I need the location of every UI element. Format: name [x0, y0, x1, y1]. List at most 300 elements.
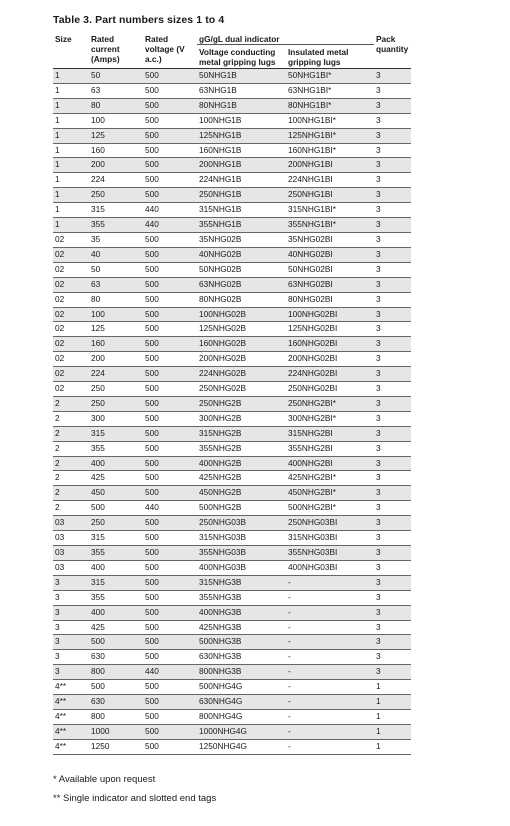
cell-pack-quantity: 3	[374, 456, 411, 471]
cell-voltage-conducting-part: 1000NHG4G	[197, 724, 286, 739]
cell-size: 1	[53, 173, 89, 188]
table-row	[53, 471, 411, 486]
cell-pack-quantity: 3	[374, 396, 411, 411]
cell-insulated-part: 224NHG02BI	[286, 367, 374, 382]
cell-voltage-conducting-part: 500NHG2B	[197, 501, 286, 516]
table-row	[53, 739, 411, 754]
cell-rated-voltage: 500	[143, 69, 197, 84]
cell-pack-quantity: 3	[374, 411, 411, 426]
cell-rated-voltage: 500	[143, 367, 197, 382]
cell-rated-voltage: 500	[143, 173, 197, 188]
cell-pack-quantity: 3	[374, 560, 411, 575]
table-row	[53, 232, 411, 247]
cell-size: 3	[53, 605, 89, 620]
cell-size: 03	[53, 560, 89, 575]
cell-size: 02	[53, 322, 89, 337]
cell-rated-current: 315	[89, 575, 143, 590]
table-row	[53, 337, 411, 352]
cell-voltage-conducting-part: 63NHG1B	[197, 83, 286, 98]
cell-voltage-conducting-part: 400NHG03B	[197, 560, 286, 575]
cell-pack-quantity: 1	[374, 739, 411, 754]
cell-size: 4**	[53, 724, 89, 739]
cell-rated-current: 400	[89, 605, 143, 620]
cell-insulated-part: 315NHG2BI	[286, 426, 374, 441]
cell-pack-quantity: 3	[374, 426, 411, 441]
cell-pack-quantity: 1	[374, 695, 411, 710]
cell-insulated-part: 224NHG1BI	[286, 173, 374, 188]
cell-pack-quantity: 3	[374, 516, 411, 531]
cell-pack-quantity: 3	[374, 188, 411, 203]
cell-insulated-part: 63NHG02BI	[286, 277, 374, 292]
table-row	[53, 426, 411, 441]
cell-rated-voltage: 500	[143, 695, 197, 710]
cell-pack-quantity: 3	[374, 620, 411, 635]
cell-pack-quantity: 3	[374, 128, 411, 143]
cell-voltage-conducting-part: 35NHG02B	[197, 232, 286, 247]
cell-voltage-conducting-part: 400NHG3B	[197, 605, 286, 620]
cell-rated-voltage: 500	[143, 98, 197, 113]
cell-pack-quantity: 3	[374, 262, 411, 277]
table-row	[53, 665, 411, 680]
header-rated-voltage: Rated voltage (V a.c.)	[145, 34, 185, 64]
cell-voltage-conducting-part: 224NHG02B	[197, 367, 286, 382]
cell-rated-current: 50	[89, 262, 143, 277]
cell-insulated-part: -	[286, 590, 374, 605]
cell-rated-current: 425	[89, 471, 143, 486]
table-row	[53, 143, 411, 158]
cell-rated-current: 500	[89, 501, 143, 516]
table-row	[53, 441, 411, 456]
cell-size: 02	[53, 307, 89, 322]
cell-pack-quantity: 3	[374, 546, 411, 561]
cell-voltage-conducting-part: 355NHG03B	[197, 546, 286, 561]
cell-rated-voltage: 500	[143, 516, 197, 531]
cell-insulated-part: -	[286, 739, 374, 754]
cell-rated-voltage: 500	[143, 575, 197, 590]
cell-rated-current: 500	[89, 680, 143, 695]
cell-pack-quantity: 3	[374, 158, 411, 173]
cell-insulated-part: -	[286, 709, 374, 724]
table-row	[53, 83, 411, 98]
cell-pack-quantity: 3	[374, 218, 411, 233]
cell-insulated-part: 450NHG2BI*	[286, 486, 374, 501]
header-insulated: Insulated metal gripping lugs	[288, 47, 349, 67]
cell-rated-voltage: 500	[143, 411, 197, 426]
cell-insulated-part: 355NHG2BI	[286, 441, 374, 456]
cell-size: 3	[53, 620, 89, 635]
cell-insulated-part: 400NHG03BI	[286, 560, 374, 575]
cell-insulated-part: 63NHG1BI*	[286, 83, 374, 98]
cell-voltage-conducting-part: 80NHG1B	[197, 98, 286, 113]
cell-size: 02	[53, 292, 89, 307]
cell-rated-voltage: 440	[143, 203, 197, 218]
cell-rated-current: 355	[89, 218, 143, 233]
cell-voltage-conducting-part: 50NHG02B	[197, 262, 286, 277]
cell-voltage-conducting-part: 425NHG3B	[197, 620, 286, 635]
footnotes	[53, 770, 216, 808]
cell-pack-quantity: 3	[374, 471, 411, 486]
cell-insulated-part: 400NHG2BI	[286, 456, 374, 471]
cell-insulated-part: 250NHG03BI	[286, 516, 374, 531]
cell-voltage-conducting-part: 500NHG4G	[197, 680, 286, 695]
header-voltage-conducting: Voltage conducting metal gripping lugs	[199, 47, 276, 67]
cell-rated-voltage: 500	[143, 232, 197, 247]
cell-pack-quantity: 1	[374, 680, 411, 695]
cell-pack-quantity: 3	[374, 650, 411, 665]
table-row	[53, 98, 411, 113]
table-row	[53, 203, 411, 218]
cell-size: 1	[53, 218, 89, 233]
cell-rated-current: 125	[89, 128, 143, 143]
cell-rated-current: 355	[89, 546, 143, 561]
cell-rated-voltage: 500	[143, 143, 197, 158]
cell-pack-quantity: 3	[374, 113, 411, 128]
cell-size: 03	[53, 546, 89, 561]
cell-size: 1	[53, 203, 89, 218]
cell-size: 3	[53, 590, 89, 605]
table-row	[53, 367, 411, 382]
cell-size: 3	[53, 635, 89, 650]
cell-rated-current: 250	[89, 516, 143, 531]
cell-rated-current: 50	[89, 69, 143, 84]
cell-rated-voltage: 500	[143, 307, 197, 322]
cell-rated-current: 40	[89, 247, 143, 262]
cell-rated-voltage: 500	[143, 113, 197, 128]
table-row	[53, 724, 411, 739]
cell-voltage-conducting-part: 224NHG1B	[197, 173, 286, 188]
cell-insulated-part: 40NHG02BI	[286, 247, 374, 262]
cell-rated-voltage: 500	[143, 83, 197, 98]
cell-rated-voltage: 500	[143, 128, 197, 143]
table-row	[53, 546, 411, 561]
cell-insulated-part: 200NHG02BI	[286, 352, 374, 367]
cell-rated-voltage: 500	[143, 590, 197, 605]
cell-pack-quantity: 3	[374, 367, 411, 382]
cell-voltage-conducting-part: 300NHG2B	[197, 411, 286, 426]
cell-size: 2	[53, 426, 89, 441]
table-row	[53, 635, 411, 650]
cell-rated-current: 100	[89, 307, 143, 322]
table-title: Table 3. Part numbers sizes 1 to 4	[53, 14, 225, 26]
cell-insulated-part: 125NHG02BI	[286, 322, 374, 337]
cell-insulated-part: 50NHG02BI	[286, 262, 374, 277]
cell-size: 4**	[53, 680, 89, 695]
cell-rated-voltage: 500	[143, 546, 197, 561]
table-header	[53, 34, 411, 69]
header-rated-current: Rated current (Amps)	[91, 34, 120, 64]
table-row	[53, 262, 411, 277]
cell-size: 1	[53, 83, 89, 98]
cell-voltage-conducting-part: 800NHG4G	[197, 709, 286, 724]
cell-voltage-conducting-part: 355NHG2B	[197, 441, 286, 456]
cell-rated-current: 160	[89, 337, 143, 352]
table-row	[53, 650, 411, 665]
table-row	[53, 709, 411, 724]
cell-rated-current: 315	[89, 203, 143, 218]
table-row	[53, 188, 411, 203]
cell-rated-voltage: 500	[143, 486, 197, 501]
cell-voltage-conducting-part: 315NHG3B	[197, 575, 286, 590]
cell-rated-current: 200	[89, 352, 143, 367]
cell-rated-current: 355	[89, 590, 143, 605]
cell-voltage-conducting-part: 250NHG2B	[197, 396, 286, 411]
table-row	[53, 501, 411, 516]
cell-insulated-part: -	[286, 665, 374, 680]
cell-pack-quantity: 3	[374, 486, 411, 501]
cell-size: 1	[53, 143, 89, 158]
table-row	[53, 113, 411, 128]
cell-rated-voltage: 500	[143, 739, 197, 754]
cell-voltage-conducting-part: 80NHG02B	[197, 292, 286, 307]
cell-insulated-part: 200NHG1BI	[286, 158, 374, 173]
cell-pack-quantity: 3	[374, 98, 411, 113]
table-row	[53, 322, 411, 337]
cell-rated-voltage: 440	[143, 501, 197, 516]
cell-size: 1	[53, 113, 89, 128]
cell-size: 2	[53, 501, 89, 516]
cell-voltage-conducting-part: 315NHG1B	[197, 203, 286, 218]
cell-voltage-conducting-part: 160NHG02B	[197, 337, 286, 352]
cell-size: 1	[53, 188, 89, 203]
cell-pack-quantity: 3	[374, 441, 411, 456]
part-numbers-table	[53, 34, 411, 755]
cell-pack-quantity: 3	[374, 277, 411, 292]
cell-size: 4**	[53, 695, 89, 710]
cell-size: 03	[53, 516, 89, 531]
cell-pack-quantity: 3	[374, 292, 411, 307]
cell-size: 02	[53, 382, 89, 397]
cell-insulated-part: 355NHG1BI*	[286, 218, 374, 233]
cell-rated-current: 630	[89, 695, 143, 710]
cell-voltage-conducting-part: 400NHG2B	[197, 456, 286, 471]
table-row	[53, 173, 411, 188]
cell-rated-current: 1000	[89, 724, 143, 739]
cell-rated-voltage: 500	[143, 620, 197, 635]
cell-size: 3	[53, 650, 89, 665]
part-numbers-section	[53, 14, 411, 755]
cell-pack-quantity: 3	[374, 635, 411, 650]
cell-pack-quantity: 3	[374, 665, 411, 680]
cell-rated-current: 450	[89, 486, 143, 501]
cell-size: 2	[53, 471, 89, 486]
cell-size: 02	[53, 337, 89, 352]
cell-pack-quantity: 3	[374, 575, 411, 590]
cell-pack-quantity: 3	[374, 337, 411, 352]
cell-rated-voltage: 500	[143, 247, 197, 262]
cell-voltage-conducting-part: 355NHG3B	[197, 590, 286, 605]
cell-pack-quantity: 3	[374, 352, 411, 367]
cell-pack-quantity: 3	[374, 531, 411, 546]
cell-rated-current: 80	[89, 292, 143, 307]
cell-rated-current: 425	[89, 620, 143, 635]
cell-rated-voltage: 500	[143, 680, 197, 695]
header-pack-quantity: Pack quantity	[376, 34, 409, 54]
cell-pack-quantity: 3	[374, 173, 411, 188]
cell-rated-voltage: 500	[143, 322, 197, 337]
table-row	[53, 352, 411, 367]
cell-voltage-conducting-part: 200NHG1B	[197, 158, 286, 173]
cell-rated-current: 224	[89, 173, 143, 188]
cell-pack-quantity: 3	[374, 605, 411, 620]
cell-pack-quantity: 3	[374, 501, 411, 516]
cell-size: 02	[53, 277, 89, 292]
cell-insulated-part: -	[286, 724, 374, 739]
cell-size: 1	[53, 69, 89, 84]
table-row	[53, 158, 411, 173]
cell-voltage-conducting-part: 63NHG02B	[197, 277, 286, 292]
cell-rated-current: 35	[89, 232, 143, 247]
cell-rated-voltage: 500	[143, 635, 197, 650]
cell-rated-current: 500	[89, 635, 143, 650]
cell-voltage-conducting-part: 315NHG03B	[197, 531, 286, 546]
cell-rated-current: 315	[89, 531, 143, 546]
cell-voltage-conducting-part: 500NHG3B	[197, 635, 286, 650]
cell-rated-voltage: 440	[143, 665, 197, 680]
cell-insulated-part: -	[286, 605, 374, 620]
table-body	[53, 69, 411, 755]
cell-voltage-conducting-part: 50NHG1B	[197, 69, 286, 84]
table-row	[53, 307, 411, 322]
cell-rated-current: 630	[89, 650, 143, 665]
table-row	[53, 396, 411, 411]
cell-rated-current: 160	[89, 143, 143, 158]
cell-insulated-part: -	[286, 620, 374, 635]
cell-rated-current: 800	[89, 665, 143, 680]
table-row	[53, 516, 411, 531]
cell-size: 1	[53, 128, 89, 143]
cell-insulated-part: 80NHG1BI*	[286, 98, 374, 113]
cell-voltage-conducting-part: 1250NHG4G	[197, 739, 286, 754]
cell-insulated-part: 100NHG02BI	[286, 307, 374, 322]
cell-pack-quantity: 3	[374, 203, 411, 218]
footnote-available-on-request: * Available upon request	[53, 774, 156, 785]
cell-voltage-conducting-part: 630NHG3B	[197, 650, 286, 665]
cell-pack-quantity: 3	[374, 232, 411, 247]
cell-size: 3	[53, 665, 89, 680]
cell-size: 02	[53, 367, 89, 382]
cell-voltage-conducting-part: 160NHG1B	[197, 143, 286, 158]
cell-size: 2	[53, 396, 89, 411]
cell-voltage-conducting-part: 250NHG1B	[197, 188, 286, 203]
cell-size: 1	[53, 98, 89, 113]
cell-rated-current: 300	[89, 411, 143, 426]
cell-insulated-part: 315NHG1BI*	[286, 203, 374, 218]
table-row	[53, 560, 411, 575]
cell-rated-voltage: 500	[143, 352, 197, 367]
cell-voltage-conducting-part: 125NHG1B	[197, 128, 286, 143]
cell-rated-voltage: 500	[143, 605, 197, 620]
cell-rated-current: 1250	[89, 739, 143, 754]
footnote-single-indicator: ** Single indicator and slotted end tags	[53, 793, 217, 804]
cell-size: 2	[53, 456, 89, 471]
table-row	[53, 411, 411, 426]
cell-rated-current: 250	[89, 396, 143, 411]
cell-voltage-conducting-part: 315NHG2B	[197, 426, 286, 441]
cell-size: 4**	[53, 709, 89, 724]
table-row	[53, 620, 411, 635]
cell-rated-current: 250	[89, 382, 143, 397]
table-row	[53, 486, 411, 501]
cell-pack-quantity: 3	[374, 322, 411, 337]
cell-rated-voltage: 500	[143, 396, 197, 411]
cell-insulated-part: -	[286, 575, 374, 590]
cell-rated-current: 200	[89, 158, 143, 173]
cell-insulated-part: 35NHG02BI	[286, 232, 374, 247]
cell-rated-voltage: 500	[143, 262, 197, 277]
cell-pack-quantity: 1	[374, 724, 411, 739]
cell-size: 03	[53, 531, 89, 546]
table-row	[53, 456, 411, 471]
cell-insulated-part: -	[286, 695, 374, 710]
cell-rated-current: 63	[89, 277, 143, 292]
cell-rated-current: 125	[89, 322, 143, 337]
table-row	[53, 292, 411, 307]
cell-size: 02	[53, 232, 89, 247]
cell-pack-quantity: 1	[374, 709, 411, 724]
cell-voltage-conducting-part: 355NHG1B	[197, 218, 286, 233]
cell-rated-voltage: 500	[143, 426, 197, 441]
cell-pack-quantity: 3	[374, 69, 411, 84]
cell-pack-quantity: 3	[374, 382, 411, 397]
cell-pack-quantity: 3	[374, 307, 411, 322]
cell-rated-voltage: 500	[143, 724, 197, 739]
cell-voltage-conducting-part: 100NHG02B	[197, 307, 286, 322]
cell-rated-current: 250	[89, 188, 143, 203]
cell-voltage-conducting-part: 100NHG1B	[197, 113, 286, 128]
cell-rated-current: 400	[89, 456, 143, 471]
table-row	[53, 277, 411, 292]
cell-rated-voltage: 440	[143, 218, 197, 233]
cell-insulated-part: -	[286, 650, 374, 665]
cell-insulated-part: 250NHG2BI*	[286, 396, 374, 411]
table-row	[53, 590, 411, 605]
cell-insulated-part: 160NHG1BI*	[286, 143, 374, 158]
cell-voltage-conducting-part: 40NHG02B	[197, 247, 286, 262]
cell-rated-voltage: 500	[143, 382, 197, 397]
cell-insulated-part: 250NHG1BI	[286, 188, 374, 203]
cell-size: 1	[53, 158, 89, 173]
cell-rated-voltage: 500	[143, 188, 197, 203]
cell-voltage-conducting-part: 450NHG2B	[197, 486, 286, 501]
cell-size: 2	[53, 411, 89, 426]
cell-insulated-part: 80NHG02BI	[286, 292, 374, 307]
cell-voltage-conducting-part: 250NHG02B	[197, 382, 286, 397]
cell-insulated-part: 300NHG2BI*	[286, 411, 374, 426]
cell-size: 2	[53, 486, 89, 501]
cell-pack-quantity: 3	[374, 590, 411, 605]
table-row	[53, 69, 411, 84]
cell-insulated-part: 355NHG03BI	[286, 546, 374, 561]
header-indicator-group: gG/gL dual indicator	[197, 34, 374, 45]
table-row	[53, 531, 411, 546]
table-row	[53, 247, 411, 262]
cell-insulated-part: 315NHG03BI	[286, 531, 374, 546]
cell-rated-voltage: 500	[143, 650, 197, 665]
table-row	[53, 680, 411, 695]
cell-pack-quantity: 3	[374, 247, 411, 262]
cell-rated-current: 63	[89, 83, 143, 98]
cell-rated-voltage: 500	[143, 531, 197, 546]
cell-size: 2	[53, 441, 89, 456]
cell-pack-quantity: 3	[374, 143, 411, 158]
cell-pack-quantity: 3	[374, 83, 411, 98]
cell-rated-voltage: 500	[143, 277, 197, 292]
cell-rated-voltage: 500	[143, 471, 197, 486]
cell-insulated-part: 50NHG1BI*	[286, 69, 374, 84]
cell-rated-voltage: 500	[143, 441, 197, 456]
cell-rated-current: 400	[89, 560, 143, 575]
cell-rated-voltage: 500	[143, 456, 197, 471]
